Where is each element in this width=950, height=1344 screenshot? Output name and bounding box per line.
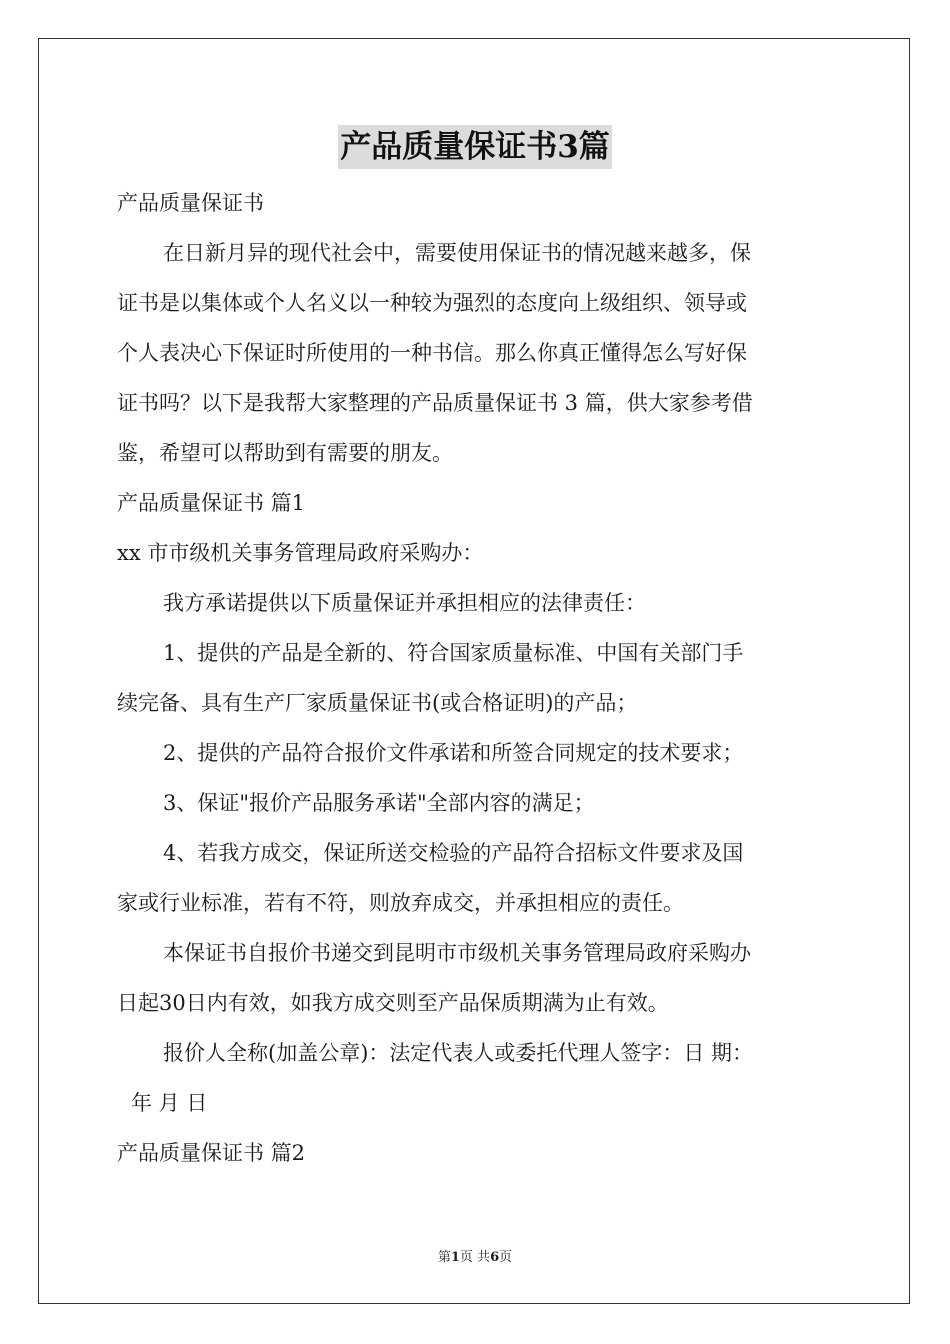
paragraph-line: 证书吗？以下是我帮大家整理的产品质量保证书 3 篇，供大家参考借 — [117, 391, 753, 415]
page-footer — [0, 1246, 950, 1265]
page-number-mid: 页 共 — [459, 1250, 491, 1265]
signature-date: 年 月 日 — [131, 1091, 208, 1115]
page-number-prefix: 第 — [437, 1250, 451, 1265]
paragraph-line: 证书是以集体或个人名义以一种较为强烈的态度向上级组织、领导或 — [117, 291, 747, 315]
document-body — [117, 178, 837, 1178]
commitment-item-3: 3、保证"报价产品服务承诺"全部内容的满足； — [163, 791, 595, 815]
paragraph-line: 鉴，希望可以帮助到有需要的朋友。 — [117, 441, 453, 465]
intro-paragraph — [117, 228, 837, 478]
addressee-line: xx 市市级机关事务管理局政府采购办： — [117, 541, 484, 565]
commitment-intro: 我方承诺提供以下质量保证并承担相应的法律责任： — [163, 591, 646, 615]
section-heading-2: 产品质量保证书 篇2 — [117, 1141, 306, 1165]
document-title: 产品质量保证书3篇 — [338, 125, 612, 169]
paragraph-line: 在日新月异的现代社会中，需要使用保证书的情况越来越多，保 — [163, 241, 751, 265]
total-page-number: 6 — [490, 1250, 500, 1265]
section-heading-1: 产品质量保证书 篇1 — [117, 491, 306, 515]
paragraph-line: 日起30日内有效，如我方成交则至产品保质期满为止有效。 — [117, 991, 669, 1015]
commitment-item-4 — [117, 828, 837, 928]
commitment-item-2: 2、提供的产品符合报价文件承诺和所签合同规定的技术要求； — [163, 741, 744, 765]
section-heading: 产品质量保证书 — [117, 191, 264, 215]
paragraph-line: 本保证书自报价书递交到昆明市市级机关事务管理局政府采购办 — [163, 941, 751, 965]
paragraph-line: 续完备、具有生产厂家质量保证书(或合格证明)的产品； — [117, 691, 638, 715]
paragraph-line: 家或行业标准，若有不符，则放弃成交，并承担相应的责任。 — [117, 891, 684, 915]
title-container — [0, 125, 950, 169]
current-page-number: 1 — [450, 1250, 460, 1265]
paragraph-line: 4、若我方成交，保证所送交检验的产品符合招标文件要求及国 — [163, 841, 744, 865]
validity-paragraph — [117, 928, 837, 1028]
paragraph-line: 个人表决心下保证时所使用的一种书信。那么你真正懂得怎么写好保 — [117, 341, 747, 365]
page-number-suffix: 页 — [499, 1250, 513, 1265]
commitment-item-1 — [117, 628, 837, 728]
paragraph-line: 1、提供的产品是全新的、符合国家质量标准、中国有关部门手 — [163, 641, 744, 665]
signature-line: 报价人全称(加盖公章)：法定代表人或委托代理人签字：日 期： — [163, 1041, 754, 1065]
